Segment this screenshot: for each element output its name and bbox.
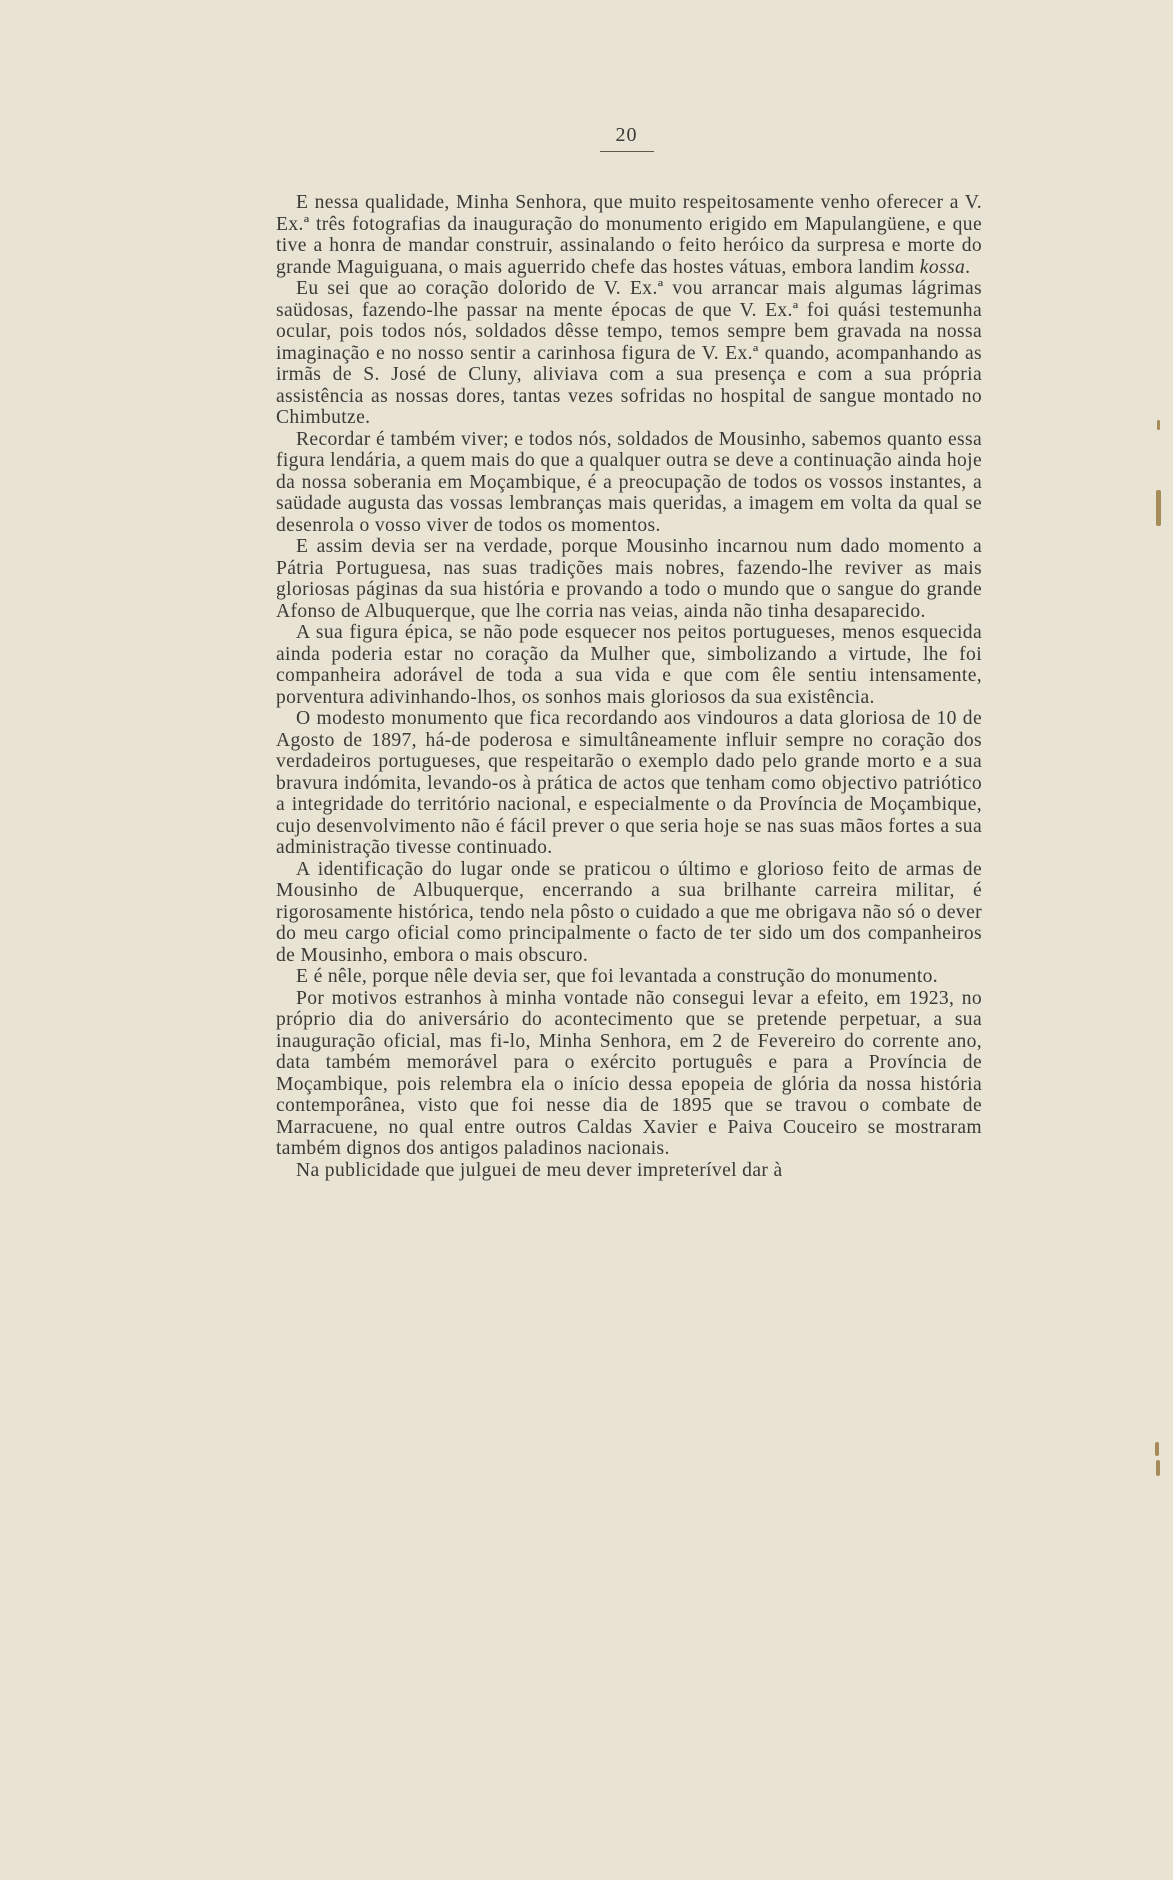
page-number: 20	[600, 124, 654, 152]
paragraph-1-text: E nessa qualidade, Minha Senhora, que muito respeitosamente venho oferecer a V. Ex.ª três fotografias da inauguração do monumento erigido em Mapulangüene, e que tive a honra de mandar construir, assinalando o feito heróico da surpresa e morte do grande Maguiguana, o mais aguerrido chefe das hostes vátuas, embora landim	[276, 192, 982, 278]
paragraph-1	[276, 192, 982, 278]
paragraph-5: A sua figura épica, se não pode esquecer nos peitos portugueses, menos esquecida ainda poderia estar no coração da Mulher que, simbolizando a virtude, lhe foi companheira adorável de toda a sua vida e que com êle sentiu intensamente, porventura adivinhando-lhos, os sonhos mais gloriosos da sua existência.	[276, 622, 982, 708]
paragraph-10: Na publicidade que julguei de meu dever impreterível dar à	[296, 1159, 783, 1181]
paragraph-4: E assim devia ser na verdade, porque Mousinho incarnou num dado momento a Pátria Portuguesa, nas suas tradições mais nobres, fazendo-lhe reviver as mais gloriosas páginas da sua história e provando a todo o mundo que o sangue do grande Afonso de Albuquerque, que lhe corria nas veias, ainda não tinha desaparecido.	[276, 536, 982, 622]
paragraph-6: O modesto monumento que fica recordando aos vindouros a data gloriosa de 10 de Agosto de 1897, há-de poderosa e simultâneamente influir sempre no coração dos verdadeiros portugueses, que respeitarão o exemplo dado pelo grande morto e a sua bravura indómita, levando-os à prática de actos que tenham como objectivo patriótico a integridade do território nacional, e especialmente o da Província de Moçambique, cujo desenvolvimento não é fácil prever o que seria hoje se nas suas mãos fortes a sua administração tivesse continuado.	[276, 708, 982, 858]
paragraph-7: A identificação do lugar onde se praticou o último e glorioso feito de armas de Mousinho de Albuquerque, encerrando a sua brilhante carreira militar, é rigorosamente histórica, tendo nela pôsto o cuidado a que me obrigava não só o dever do meu cargo oficial como principalmente o facto de ter sido um dos companheiros de Mousinho, embora o mais obscuro.	[276, 858, 982, 966]
margin-mark-3	[1155, 1442, 1159, 1456]
italic-word-kossa: kossa	[919, 256, 966, 278]
margin-mark-4	[1156, 1460, 1160, 1476]
margin-mark-2	[1156, 490, 1161, 526]
paragraph-9: Por motivos estranhos à minha vontade não consegui levar a efeito, em 1923, no próprio dia do aniversário do acontecimento que se pretende perpetuar, a sua inauguração oficial, mas fi-lo, Minha Senhora, em 2 de Fevereiro do corrente ano, data também memorável para o exército português e para a Província de Moçambique, pois relembra ela o início dessa epopeia de glória da nossa história contemporânea, visto que foi nesse dia de 1895 que se travou o combate de Marracuene, no qual entre outros Caldas Xavier e Paiva Couceiro se mostraram também dignos dos antigos paladinos nacionais.	[276, 987, 982, 1159]
paragraph-1-end: .	[965, 256, 971, 278]
page-number-wrap	[0, 124, 1173, 152]
margin-mark-1	[1157, 420, 1160, 430]
paragraph-8: E é nêle, porque nêle devia ser, que foi levantada a construção do monumento.	[296, 966, 939, 987]
paragraph-2: Eu sei que ao coração dolorido de V. Ex.ª vou arrancar mais algumas lágrimas saüdosas, fazendo-lhe passar na mente épocas de que V. Ex.ª foi quási testemunha ocular, pois todos nós, soldados dêsse tempo, temos sempre bem gravada na nossa imaginação e no nosso sentir a carinhosa figura de V. Ex.ª quando, acompanhando as irmãs de S. José de Cluny, aliviava com a sua presença e com a sua própria assistência as nossas dores, tantas vezes sofridas no hospital de sangue montado no Chimbutze.	[276, 278, 982, 428]
letter-body	[276, 192, 982, 1181]
paragraph-3: Recordar é também viver; e todos nós, soldados de Mousinho, sabemos quanto essa figura lendária, a quem mais do que a qualquer outra se deve a continuação ainda hoje da nossa soberania em Moçambique, é a preocupação de todos os vossos instantes, a saüdade augusta das vossas lembranças mais queridas, a imagem em volta da qual se desenrola o vosso viver de todos os momentos.	[276, 428, 982, 536]
